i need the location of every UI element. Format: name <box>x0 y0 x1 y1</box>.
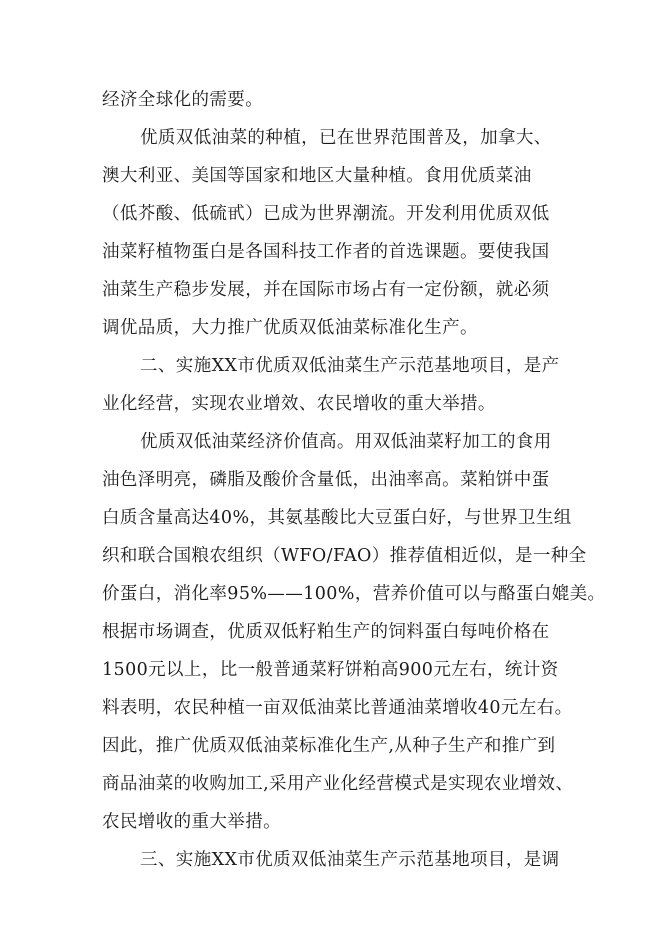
body-text-line: 油菜生产稳步发展，并在国际市场占有一定份额，就必须 <box>102 280 550 300</box>
body-text-line: （低芥酸、低硫甙）已成为世界潮流。开发利用优质双低 <box>102 204 550 224</box>
section-heading-line: 二、实施XX市优质双低油菜生产示范基地项目，是产 <box>140 356 560 376</box>
body-text-line: 织和联合国粮农组织（WFO/FAO）推荐值相近似，是一种全 <box>102 546 587 566</box>
body-text-line: 经济全球化的需要。 <box>102 90 264 110</box>
section-heading-line: 业化经营，实现农业增效、农民增收的重大举措。 <box>102 394 496 414</box>
body-text-line: 调优品质，大力推广优质双低油菜标准化生产。 <box>102 318 478 338</box>
body-text-line: 1500元以上，比一般普通菜籽饼粕高900元左右，统计资 <box>102 660 559 680</box>
body-text-line: 商品油菜的收购加工,采用产业化经营模式是实现农业增效、 <box>102 774 574 794</box>
body-text-line: 价蛋白，消化率95%——100%，营养价值可以与酪蛋白媲美。 <box>102 584 606 604</box>
paragraph-first-line: 优质双低油菜的种植，已在世界范围普及，加拿大、 <box>140 128 552 148</box>
body-text-line: 因此，推广优质双低油菜标准化生产,从种子生产和推广到 <box>102 736 556 756</box>
body-text-line: 料表明，农民种植一亩双低油菜比普通油菜增收40元左右。 <box>102 698 573 718</box>
body-text-line: 白质含量高达40%，其氨基酸比大豆蛋白好，与世界卫生组 <box>102 508 572 528</box>
body-text-line: 油菜籽植物蛋白是各国科技工作者的首选课题。要使我国 <box>102 242 550 262</box>
body-text-line: 油色泽明亮，磷脂及酸价含量低，出油率高。菜粕饼中蛋 <box>102 470 550 490</box>
body-text-line: 农民增收的重大举措。 <box>102 812 281 832</box>
body-text-line: 澳大利亚、美国等国家和地区大量种植。食用优质菜油 <box>102 166 532 186</box>
body-text-line: 根据市场调查，优质双低籽粕生产的饲料蛋白每吨价格在 <box>102 622 550 642</box>
paragraph-first-line: 优质双低油菜经济价值高。用双低油菜籽加工的食用 <box>140 432 552 452</box>
section-heading-line: 三、实施XX市优质双低油菜生产示范基地项目，是调 <box>140 850 560 870</box>
